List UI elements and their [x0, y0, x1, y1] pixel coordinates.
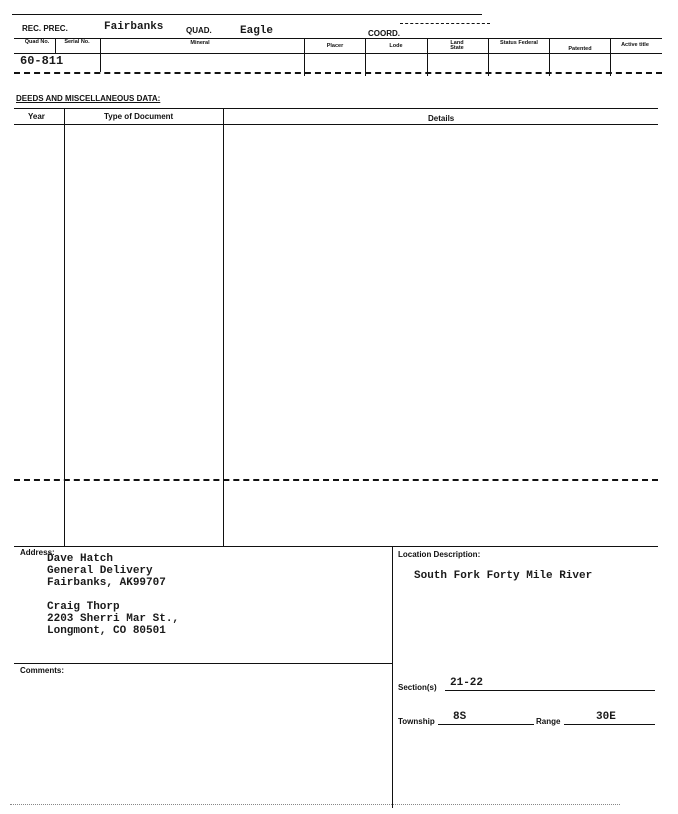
range-value: 30E — [596, 711, 616, 723]
col-div-2 — [100, 38, 101, 72]
col-div-5 — [427, 38, 428, 76]
col-serial-no: Serial No. — [64, 39, 90, 45]
address-line: General Delivery — [47, 565, 153, 577]
address-block-2 — [47, 601, 179, 637]
township-label: Township — [398, 717, 435, 726]
record-quad-no: 60-811 — [20, 54, 64, 68]
address-label: Address: — [20, 548, 55, 557]
deeds-table-top — [14, 108, 658, 109]
location-value: South Fork Forty Mile River — [414, 570, 593, 582]
township-value: 8S — [453, 711, 467, 723]
address-line: Fairbanks, AK99707 — [47, 577, 166, 589]
col-lode: Lode — [389, 43, 403, 49]
col-div-6 — [488, 38, 489, 76]
col-active-title: Active title — [621, 42, 649, 48]
top-rule-dashed — [400, 23, 490, 24]
quad-value: Eagle — [240, 25, 274, 37]
coord-label: COORD. — [368, 29, 400, 38]
header-table-mid — [14, 53, 662, 54]
top-rule — [12, 14, 482, 15]
deeds-section-title: DEEDS AND MISCELLANEOUS DATA: — [16, 94, 161, 103]
col-status-federal: Status Federal — [500, 40, 538, 46]
lower-vertical-divider — [392, 546, 393, 808]
deeds-col-type: Type of Document — [104, 112, 174, 121]
col-patented: Patented — [568, 46, 592, 52]
col-div-1 — [55, 38, 56, 53]
deeds-header-bottom — [14, 124, 658, 125]
location-label: Location Description: — [398, 550, 481, 559]
col-land-state: Land State — [450, 40, 464, 51]
section-value: 21-22 — [450, 677, 484, 689]
rec-prec-label: REC. PREC. — [22, 24, 68, 33]
comments-top-rule — [14, 663, 392, 664]
section-underline — [445, 690, 655, 691]
quad-label: QUAD. — [186, 26, 212, 35]
col-quad-no: Quad No. — [24, 39, 50, 45]
col-div-3 — [304, 38, 305, 76]
township-underline — [438, 724, 534, 725]
col-div-4 — [365, 38, 366, 76]
col-div-8 — [610, 38, 611, 76]
col-placer: Placer — [326, 43, 344, 49]
col-div-7 — [549, 38, 550, 76]
comments-label: Comments: — [20, 666, 65, 675]
section-label: Section(s) — [398, 683, 437, 692]
header-table-bottom-dashed — [14, 72, 662, 74]
deeds-col-year: Year — [28, 112, 45, 121]
header-table-top — [14, 38, 662, 39]
address-line: Craig Thorp — [47, 601, 120, 613]
deeds-col-details: Details — [428, 114, 455, 123]
range-underline — [564, 724, 655, 725]
address-line: 2203 Sherri Mar St., — [47, 613, 180, 625]
address-line: Dave Hatch — [47, 553, 114, 565]
range-label: Range — [536, 717, 561, 726]
deeds-dashed-divider — [14, 479, 658, 481]
address-line: Longmont, CO 80501 — [47, 625, 166, 637]
address-block-1 — [47, 553, 166, 589]
scan-edge-noise — [10, 804, 620, 805]
lower-section-top — [14, 546, 658, 547]
rec-prec-value: Fairbanks — [104, 21, 164, 33]
col-mineral: Mineral — [190, 40, 210, 46]
